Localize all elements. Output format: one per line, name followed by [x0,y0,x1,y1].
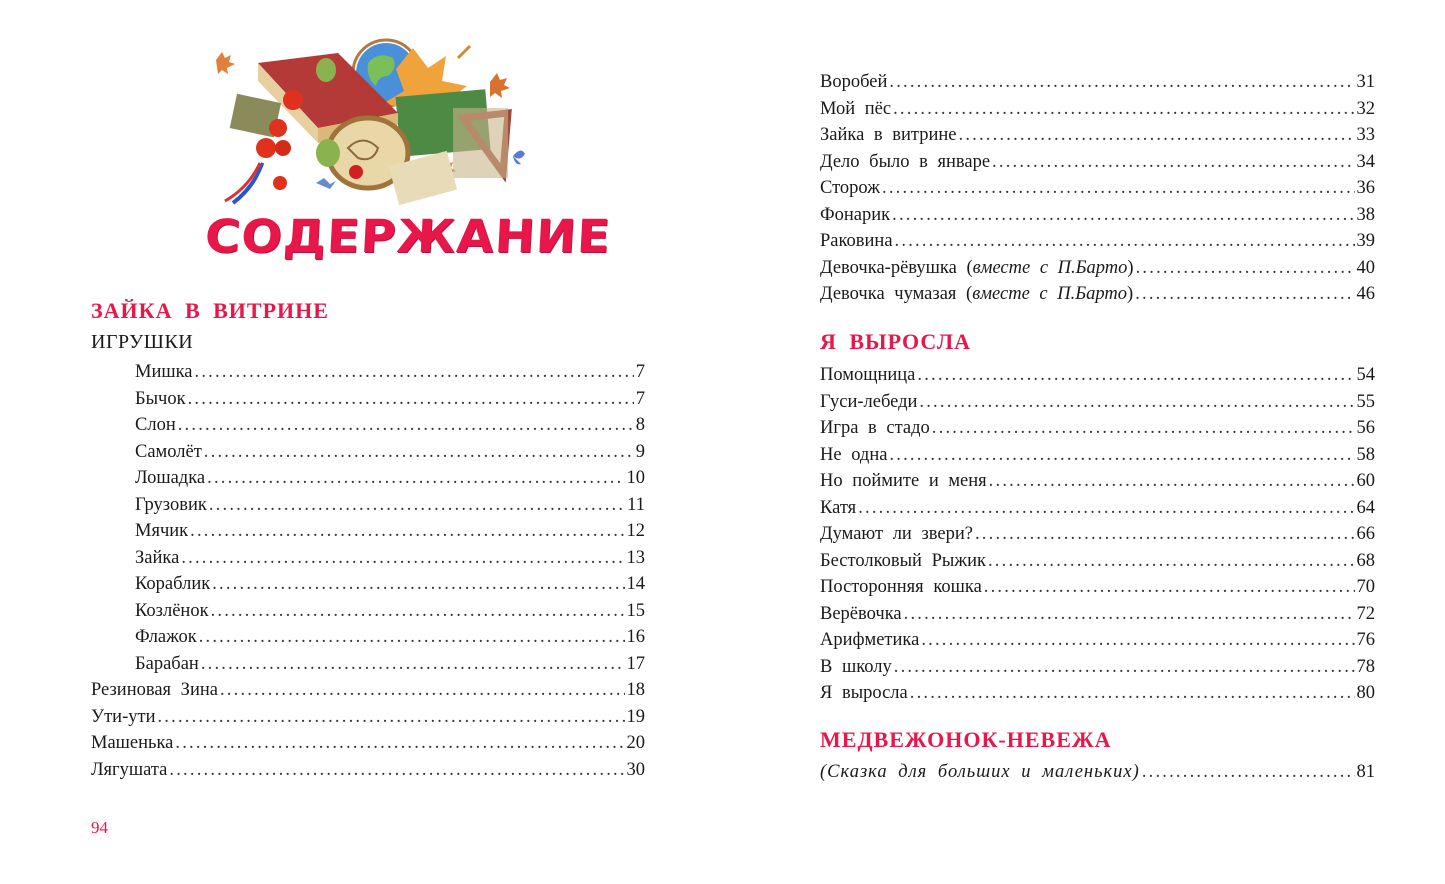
dot-leader [157,704,624,731]
toc-entry[interactable]: (Сказка для больших и маленьких) ..... 81 [820,759,1375,786]
toc-group-list [135,359,645,677]
section-title-medvezhonok: МЕДВЕЖОНОК-НЕВЕЖА [820,727,1112,752]
toc-entry[interactable]: Флажок ..... 16 [135,624,645,651]
page-number: 46 [1356,284,1375,304]
dot-leader [201,651,625,678]
toc-entry[interactable]: Фонарик ..... 38 [820,202,1375,229]
page-number: 34 [1356,151,1375,172]
section-title-zaika: ЗАЙКА В ВИТРИНЕ [91,298,329,323]
page-number: 14 [626,574,645,594]
page-number: 36 [1356,178,1375,198]
dot-leader [889,69,1354,96]
toc-entry[interactable]: Но поймите и меня ..... 60 [820,468,1375,495]
page-number: 56 [1356,418,1375,438]
dot-leader [892,202,1354,229]
page-number: 72 [1356,603,1375,624]
toc-entry[interactable]: Раковина ..... 39 [820,228,1375,255]
section-title-ya-vyrosla: Я ВЫРОСЛА [820,329,971,354]
dot-leader [207,465,624,492]
page-number: 40 [1356,257,1375,278]
toc-entry[interactable]: Дело было в январе ..... 34 [820,149,1375,176]
dot-leader [910,680,1355,707]
page-number: 11 [627,494,645,515]
toc-entry[interactable]: Катя ..... 64 [820,495,1375,522]
page-number: 78 [1356,656,1375,677]
toc-entry[interactable]: Мой пёс ..... 32 [820,96,1375,123]
toc-entry[interactable]: Лошадка ..... 10 [135,465,645,492]
dot-leader [195,359,634,386]
toc-entry[interactable]: Самолёт ..... 9 [135,439,645,466]
folio-page-number: 94 [91,818,108,837]
toc-entry[interactable]: Верёвочка ..... 72 [820,601,1375,628]
page-number: 15 [626,600,645,621]
dot-leader [893,96,1354,123]
page-number: 32 [1356,98,1375,119]
dot-leader [190,518,624,545]
dot-leader [988,548,1355,575]
dot-leader [882,175,1354,202]
toc-entry[interactable]: Ути-ути ..... 19 [91,704,645,731]
contents-heading: СОДЕРЖАНИЕ [203,210,613,264]
toc-entry[interactable]: Мячик ..... 12 [135,518,645,545]
group-title-igrushki: ИГРУШКИ [91,331,194,353]
toc-entry[interactable]: Зайка ..... 13 [135,545,645,572]
toc-entry[interactable]: Зайка в витрине ..... 33 [820,122,1375,149]
dot-leader [992,149,1354,176]
page-number: 39 [1356,231,1375,251]
toc-entry[interactable]: Кораблик ..... 14 [135,571,645,598]
dot-leader [188,386,634,413]
left-page [0,0,722,884]
toc-entry[interactable]: Посторонняя кошка ..... 70 [820,574,1375,601]
page-number: 76 [1356,630,1375,650]
dot-leader [975,521,1355,548]
page-number: 66 [1356,524,1375,544]
page-number: 8 [635,415,645,435]
autumn-books-illustration [208,38,543,208]
toc-entry[interactable]: Мишка ..... 7 [135,359,645,386]
dot-leader [209,492,625,519]
dot-leader [181,545,624,572]
page-number: 9 [635,441,645,462]
page-number: 31 [1356,72,1375,92]
page-number: 38 [1356,204,1375,225]
dot-leader [212,571,624,598]
page-number: 70 [1356,577,1375,597]
toc-continued-list [820,69,1375,308]
dot-leader [1135,281,1354,308]
page-number: 80 [1356,683,1375,703]
toc-entry[interactable]: Слон ..... 8 [135,412,645,439]
dot-leader [894,654,1355,681]
page-number: 13 [626,547,645,568]
page-number: 58 [1356,444,1375,465]
dot-leader [984,574,1355,601]
page-number: 17 [626,653,645,674]
dot-leader [932,415,1355,442]
dot-leader [895,228,1355,255]
page-number: 12 [626,521,645,541]
page-number: 81 [1356,762,1375,782]
toc-list [91,677,645,783]
page-number: 10 [626,468,645,488]
right-page [722,0,1445,884]
dot-leader [1136,255,1355,282]
page-number: 54 [1356,365,1375,385]
page-number: 68 [1356,550,1375,571]
toc-entry[interactable]: Девочка чумазая (вместе с П.Барто) ..... 46 [820,281,1375,308]
dot-leader [220,677,625,704]
page-number: 7 [635,388,645,409]
page-number: 33 [1356,125,1375,145]
toc-entry[interactable]: Машенька ..... 20 [91,730,645,757]
toc-entry[interactable]: Не одна ..... 58 [820,442,1375,469]
page-number: 7 [635,362,645,382]
toc-entry[interactable]: Арифметика ..... 76 [820,627,1375,654]
page-number: 60 [1356,471,1375,491]
page-number: 19 [626,706,645,727]
page-number: 64 [1356,497,1375,518]
coauthor-note: вместе с П.Барто [972,284,1128,304]
toc-entry[interactable]: Лягушата ..... 30 [91,757,645,784]
toc-entry[interactable]: В школу ..... 78 [820,654,1375,681]
dot-leader [989,468,1355,495]
dot-leader [199,624,625,651]
toc-entry[interactable]: Помощница ..... 54 [820,362,1375,389]
toc-entry[interactable]: Девочка-рёвушка (вместе с П.Барто) ..... 40 [820,255,1375,282]
toc-entry[interactable]: Гуси-лебеди ..... 55 [820,389,1375,416]
toc-section2-list [820,362,1375,707]
dot-leader [904,601,1355,628]
toc-entry[interactable]: Бестолковый Рыжик ..... 68 [820,548,1375,575]
toc-entry[interactable]: Думают ли звери? ..... 66 [820,521,1375,548]
dot-leader [1142,759,1355,786]
toc-entry[interactable]: Грузовик ..... 11 [135,492,645,519]
dot-leader [169,757,624,784]
toc-section3-list [820,759,1375,786]
dot-leader [858,495,1354,522]
page-number: 30 [626,759,645,780]
dot-leader [175,730,624,757]
dot-leader [917,362,1354,389]
page-number: 16 [626,627,645,647]
dot-leader [211,598,625,625]
coauthor-note: вместе с П.Барто [972,257,1128,278]
dot-leader [178,412,634,439]
dot-leader [919,389,1354,416]
dot-leader [204,439,634,466]
page-number: 55 [1356,391,1375,412]
toc-entry[interactable]: Я выросла ..... 80 [820,680,1375,707]
toc-entry[interactable]: Игра в стадо ..... 56 [820,415,1375,442]
toc-entry[interactable]: Воробей ..... 31 [820,69,1375,96]
toc-entry[interactable]: Резиновая Зина ..... 18 [91,677,645,704]
page-number: 20 [626,733,645,753]
dot-leader [921,627,1354,654]
toc-entry[interactable]: Козлёнок ..... 15 [135,598,645,625]
toc-entry[interactable]: Сторож ..... 36 [820,175,1375,202]
dot-leader [959,122,1355,149]
toc-entry[interactable]: Бычок ..... 7 [135,386,645,413]
toc-entry[interactable]: Барабан ..... 17 [135,651,645,678]
dot-leader [889,442,1354,469]
page-number: 18 [626,680,645,700]
